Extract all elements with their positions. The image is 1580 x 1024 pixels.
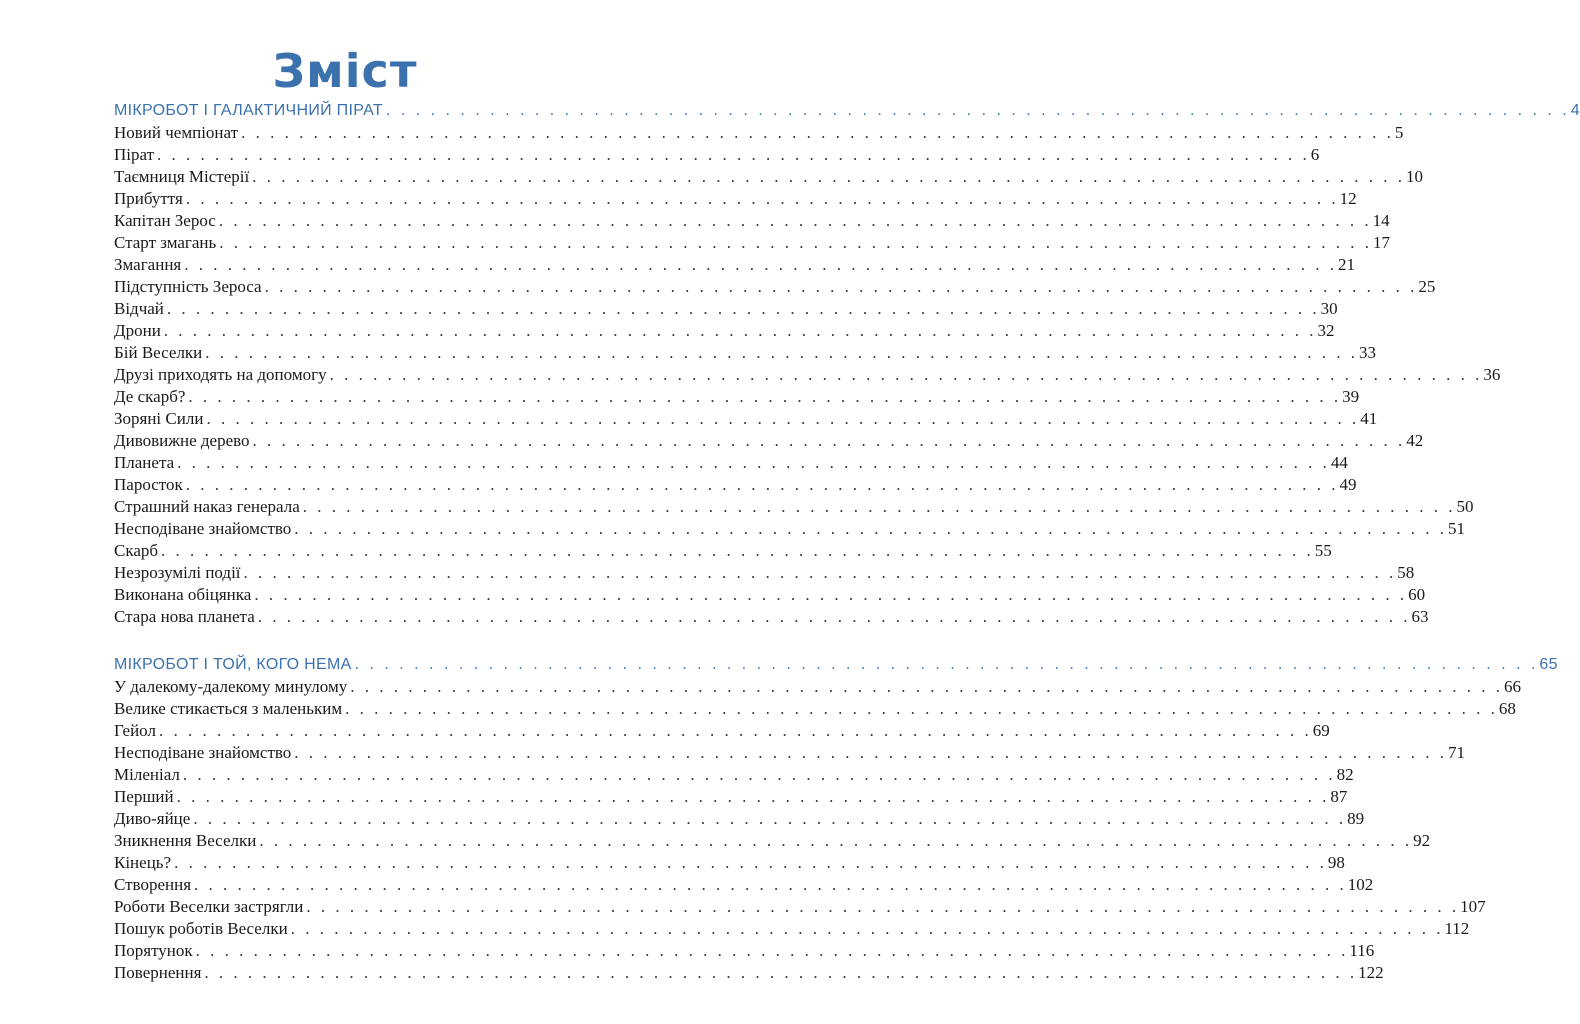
dot-leader: . . . . . . . . . . . . . . . . . . . . . . . . . . . . . . . . . . . . . . . . . . . . . . . . . . . . . . . . . . . . . . . . . . . . . . . . . . . . . . . . [206, 409, 1360, 428]
page-number: 65 [1539, 656, 1558, 673]
dot-leader: . . . . . . . . . . . . . . . . . . . . . . . . . . . . . . . . . . . . . . . . . . . . . . . . . . . . . . . . . . . . . . . . . . . . . . . . . . . . . . . . [345, 699, 1498, 718]
page-number: 42 [1406, 431, 1424, 450]
toc-entry [114, 276, 1436, 298]
dot-leader: . . . . . . . . . . . . . . . . . . . . . . . . . . . . . . . . . . . . . . . . . . . . . . . . . . . . . . . . . . . . . . . . . . . . . . . . . . . . . . . . [354, 656, 1539, 673]
page-number: 71 [1448, 743, 1466, 762]
dot-leader: . . . . . . . . . . . . . . . . . . . . . . . . . . . . . . . . . . . . . . . . . . . . . . . . . . . . . . . . . . . . . . . . . . . . . . . . . . . . . . . . [243, 563, 1397, 582]
section-title: МІКРОБОТ І ТОЙ, КОГО НЕМА [114, 656, 352, 673]
entry-title: Незрозумілі події [114, 563, 241, 582]
toc-entry [114, 606, 1429, 628]
page-number: 25 [1418, 277, 1436, 296]
toc-entry [114, 808, 1365, 830]
toc-entry [114, 742, 1466, 764]
entry-title: Несподіване знайомство [114, 519, 292, 538]
dot-leader: . . . . . . . . . . . . . . . . . . . . . . . . . . . . . . . . . . . . . . . . . . . . . . . . . . . . . . . . . . . . . . . . . . . . . . . . . . . . . . . . [290, 919, 1444, 938]
page-number: 60 [1408, 585, 1426, 604]
page-number: 116 [1349, 941, 1375, 960]
entry-title: Прибуття [114, 189, 183, 208]
entry-title: Змагання [114, 255, 182, 274]
entry-title: У далекому-далекому минулому [114, 677, 348, 696]
entry-title: Порятунок [114, 941, 193, 960]
toc-entry [114, 918, 1470, 940]
table-of-contents [114, 100, 1580, 984]
dot-leader: . . . . . . . . . . . . . . . . . . . . . . . . . . . . . . . . . . . . . . . . . . . . . . . . . . . . . . . . . . . . . . . . . . . . . . . . . . . . . . . . [306, 897, 1460, 916]
entry-title: Повернення [114, 963, 202, 982]
dot-leader: . . . . . . . . . . . . . . . . . . . . . . . . . . . . . . . . . . . . . . . . . . . . . . . . . . . . . . . . . . . . . . . . . . . . . . . . . . . . . . . . [257, 607, 1411, 626]
entry-title: Скарб [114, 541, 159, 560]
entry-title: Зникнення Веселки [114, 831, 257, 850]
toc-entry [114, 452, 1348, 474]
toc-entry [114, 852, 1345, 874]
dot-leader: . . . . . . . . . . . . . . . . . . . . . . . . . . . . . . . . . . . . . . . . . . . . . . . . . . . . . . . . . . . . . . . . . . . . . . . . . . . . . . . . [252, 431, 1406, 450]
entry-title: Де скарб? [114, 387, 186, 406]
toc-entry [114, 676, 1521, 698]
toc-entry [114, 584, 1426, 606]
dot-leader: . . . . . . . . . . . . . . . . . . . . . . . . . . . . . . . . . . . . . . . . . . . . . . . . . . . . . . . . . . . . . . . . . . . . . . . . . . . . . . . . [294, 519, 1448, 538]
toc-entry [114, 874, 1374, 896]
dot-leader: . . . . . . . . . . . . . . . . . . . . . . . . . . . . . . . . . . . . . . . . . . . . . . . . . . . . . . . . . . . . . . . . . . . . . . . . . . . . . . . . [184, 255, 1337, 274]
entry-title: Пошук роботів Веселки [114, 919, 288, 938]
dot-leader: . . . . . . . . . . . . . . . . . . . . . . . . . . . . . . . . . . . . . . . . . . . . . . . . . . . . . . . . . . . . . . . . . . . . . . . . . . . . . . . . [252, 167, 1405, 186]
dot-leader: . . . . . . . . . . . . . . . . . . . . . . . . . . . . . . . . . . . . . . . . . . . . . . . . . . . . . . . . . . . . . . . . . . . . . . . . . . . . . . . . [302, 497, 1456, 516]
toc-entry [114, 254, 1355, 276]
toc-entry [114, 188, 1357, 210]
dot-leader: . . . . . . . . . . . . . . . . . . . . . . . . . . . . . . . . . . . . . . . . . . . . . . . . . . . . . . . . . . . . . . . . . . . . . . . . . . . . . . . . [259, 831, 1413, 850]
dot-leader: . . . . . . . . . . . . . . . . . . . . . . . . . . . . . . . . . . . . . . . . . . . . . . . . . . . . . . . . . . . . . . . . . . . . . . . . . . . . . . . . [254, 585, 1408, 604]
page-number: 58 [1397, 563, 1415, 582]
entry-title: Дрони [114, 321, 161, 340]
section-title: МІКРОБОТ І ГАЛАКТИЧНИЙ ПІРАТ [114, 102, 383, 119]
entry-title: Дивовижне дерево [114, 431, 250, 450]
page-number: 21 [1338, 255, 1355, 274]
toc-entry [114, 830, 1431, 852]
page-number: 102 [1347, 875, 1374, 894]
page-number: 87 [1330, 787, 1348, 806]
page-number: 63 [1411, 607, 1429, 626]
entry-title: Роботи Веселки застрягли [114, 897, 304, 916]
page-number: 55 [1314, 541, 1332, 560]
entry-title: Підступність Зероса [114, 277, 262, 296]
dot-leader: . . . . . . . . . . . . . . . . . . . . . . . . . . . . . . . . . . . . . . . . . . . . . . . . . . . . . . . . . . . . . . . . . . . . . . . . . . . . . . . . [161, 541, 1314, 560]
page-number: 30 [1320, 299, 1338, 318]
page-number: 32 [1317, 321, 1335, 340]
entry-title: Міленіал [114, 765, 180, 784]
page-number: 68 [1498, 699, 1516, 718]
entry-title: Гейол [114, 721, 156, 740]
dot-leader: . . . . . . . . . . . . . . . . . . . . . . . . . . . . . . . . . . . . . . . . . . . . . . . . . . . . . . . . . . . . . . . . . . . . . . . . . . . . . . . . [166, 299, 1320, 318]
page-number: 66 [1503, 677, 1521, 696]
dot-leader: . . . . . . . . . . . . . . . . . . . . . . . . . . . . . . . . . . . . . . . . . . . . . . . . . . . . . . . . . . . . . . . . . . . . . . . . . . . . . . . . [264, 277, 1418, 296]
dot-leader: . . . . . . . . . . . . . . . . . . . . . . . . . . . . . . . . . . . . . . . . . . . . . . . . . . . . . . . . . . . . . . . . . . . . . . . . . . . . . . . . [185, 475, 1339, 494]
dot-leader: . . . . . . . . . . . . . . . . . . . . . . . . . . . . . . . . . . . . . . . . . . . . . . . . . . . . . . . . . . . . . . . . . . . . . . . . . . . . . . . . [177, 453, 1330, 472]
toc-entry [114, 342, 1377, 364]
dot-leader: . . . . . . . . . . . . . . . . . . . . . . . . . . . . . . . . . . . . . . . . . . . . . . . . . . . . . . . . . . . . . . . . . . . . . . . . . . . . . . . . [174, 853, 1327, 872]
dot-leader: . . . . . . . . . . . . . . . . . . . . . . . . . . . . . . . . . . . . . . . . . . . . . . . . . . . . . . . . . . . . . . . . . . . . . . . . . . . . . . . . [188, 387, 1342, 406]
dot-leader: . . . . . . . . . . . . . . . . . . . . . . . . . . . . . . . . . . . . . . . . . . . . . . . . . . . . . . . . . . . . . . . . . . . . . . . . . . . . . . . . [218, 211, 1372, 230]
dot-leader: . . . . . . . . . . . . . . . . . . . . . . . . . . . . . . . . . . . . . . . . . . . . . . . . . . . . . . . . . . . . . . . . . . . . . . . . . . . . . . . . [157, 145, 1310, 164]
toc-entry [114, 698, 1516, 720]
page-number: 82 [1336, 765, 1354, 784]
entry-title: Паросток [114, 475, 183, 494]
page-number: 33 [1359, 343, 1377, 362]
dot-leader: . . . . . . . . . . . . . . . . . . . . . . . . . . . . . . . . . . . . . . . . . . . . . . . . . . . . . . . . . . . . . . . . . . . . . . . . . . . . . . . . [194, 875, 1347, 894]
entry-title: Несподіване знайомство [114, 743, 292, 762]
dot-leader: . . . . . . . . . . . . . . . . . . . . . . . . . . . . . . . . . . . . . . . . . . . . . . . . . . . . . . . . . . . . . . . . . . . . . . . . . . . . . . . . [204, 963, 1358, 982]
page-number: 17 [1373, 233, 1391, 252]
page-number: 98 [1327, 853, 1345, 872]
dot-leader: . . . . . . . . . . . . . . . . . . . . . . . . . . . . . . . . . . . . . . . . . . . . . . . . . . . . . . . . . . . . . . . . . . . . . . . . . . . . . . . . [350, 677, 1503, 696]
toc-entry [114, 408, 1378, 430]
page-number: 10 [1405, 167, 1423, 186]
page-number: 50 [1456, 497, 1474, 516]
entry-title: Бій Веселки [114, 343, 203, 362]
page-number: 69 [1312, 721, 1330, 740]
page-title: Зміст [272, 44, 418, 98]
dot-leader: . . . . . . . . . . . . . . . . . . . . . . . . . . . . . . . . . . . . . . . . . . . . . . . . . . . . . . . . . . . . . . . . . . . . . . . . . . . . . . . . [163, 321, 1317, 340]
entry-title: Кінець? [114, 853, 172, 872]
entry-title: Капітан Зерос [114, 211, 216, 230]
toc-entry [114, 896, 1486, 918]
section-heading [114, 100, 1580, 122]
page-number: 89 [1347, 809, 1365, 828]
toc-entry [114, 474, 1357, 496]
page-number: 5 [1394, 123, 1404, 142]
toc-entry [114, 430, 1424, 452]
dot-leader: . . . . . . . . . . . . . . . . . . . . . . . . . . . . . . . . . . . . . . . . . . . . . . . . . . . . . . . . . . . . . . . . . . . . . . . . . . . . . . . . [385, 102, 1570, 119]
entry-title: Старт змагань [114, 233, 217, 252]
page-number: 4 [1570, 102, 1580, 119]
entry-title: Друзі приходять на допомогу [114, 365, 327, 384]
entry-title: Диво-яйце [114, 809, 191, 828]
toc-entry [114, 386, 1360, 408]
entry-title: Пірат [114, 145, 155, 164]
section-heading [114, 654, 1558, 676]
entry-title: Таємниця Містерії [114, 167, 250, 186]
entry-title: Планета [114, 453, 175, 472]
page-number: 36 [1483, 365, 1501, 384]
toc-entry [114, 962, 1384, 984]
page-number: 49 [1339, 475, 1357, 494]
dot-leader: . . . . . . . . . . . . . . . . . . . . . . . . . . . . . . . . . . . . . . . . . . . . . . . . . . . . . . . . . . . . . . . . . . . . . . . . . . . . . . . . [205, 343, 1359, 362]
entry-title: Відчай [114, 299, 164, 318]
page-number: 6 [1310, 145, 1320, 164]
toc-entry [114, 720, 1330, 742]
dot-leader: . . . . . . . . . . . . . . . . . . . . . . . . . . . . . . . . . . . . . . . . . . . . . . . . . . . . . . . . . . . . . . . . . . . . . . . . . . . . . . . . [182, 765, 1336, 784]
entry-title: Страшний наказ генерала [114, 497, 300, 516]
entry-title: Новий чемпіонат [114, 123, 239, 142]
page-number: 107 [1460, 897, 1486, 916]
toc-entry [114, 210, 1390, 232]
toc-entry [114, 764, 1354, 786]
page-number: 122 [1358, 963, 1384, 982]
dot-leader: . . . . . . . . . . . . . . . . . . . . . . . . . . . . . . . . . . . . . . . . . . . . . . . . . . . . . . . . . . . . . . . . . . . . . . . . . . . . . . . . [241, 123, 1394, 142]
dot-leader: . . . . . . . . . . . . . . . . . . . . . . . . . . . . . . . . . . . . . . . . . . . . . . . . . . . . . . . . . . . . . . . . . . . . . . . . . . . . . . . . [195, 941, 1349, 960]
page-number: 44 [1330, 453, 1348, 472]
entry-title: Велике стикається з маленьким [114, 699, 343, 718]
toc-entry [114, 298, 1338, 320]
toc-entry [114, 496, 1474, 518]
dot-leader: . . . . . . . . . . . . . . . . . . . . . . . . . . . . . . . . . . . . . . . . . . . . . . . . . . . . . . . . . . . . . . . . . . . . . . . . . . . . . . . . [185, 189, 1339, 208]
toc-entry [114, 786, 1348, 808]
toc-entry [114, 940, 1375, 962]
dot-leader: . . . . . . . . . . . . . . . . . . . . . . . . . . . . . . . . . . . . . . . . . . . . . . . . . . . . . . . . . . . . . . . . . . . . . . . . . . . . . . . . [219, 233, 1373, 252]
entry-title: Стара нова планета [114, 607, 255, 626]
dot-leader: . . . . . . . . . . . . . . . . . . . . . . . . . . . . . . . . . . . . . . . . . . . . . . . . . . . . . . . . . . . . . . . . . . . . . . . . . . . . . . . . [176, 787, 1330, 806]
toc-entry [114, 144, 1320, 166]
page-number: 12 [1339, 189, 1357, 208]
page-number: 41 [1360, 409, 1378, 428]
toc-entry [114, 320, 1335, 342]
page-number: 39 [1342, 387, 1360, 406]
page-number: 112 [1444, 919, 1470, 938]
toc-entry [114, 122, 1404, 144]
dot-leader: . . . . . . . . . . . . . . . . . . . . . . . . . . . . . . . . . . . . . . . . . . . . . . . . . . . . . . . . . . . . . . . . . . . . . . . . . . . . . . . . [193, 809, 1347, 828]
dot-leader: . . . . . . . . . . . . . . . . . . . . . . . . . . . . . . . . . . . . . . . . . . . . . . . . . . . . . . . . . . . . . . . . . . . . . . . . . . . . . . . . [329, 365, 1483, 384]
toc-entry [114, 232, 1391, 254]
page-number: 14 [1372, 211, 1390, 230]
toc-entry [114, 166, 1423, 188]
entry-title: Перший [114, 787, 174, 806]
page-number: 92 [1413, 831, 1431, 850]
entry-title: Створення [114, 875, 192, 894]
entry-title: Виконана обіцянка [114, 585, 252, 604]
entry-title: Зоряні Сили [114, 409, 204, 428]
toc-entry [114, 518, 1466, 540]
toc-entry [114, 562, 1415, 584]
dot-leader: . . . . . . . . . . . . . . . . . . . . . . . . . . . . . . . . . . . . . . . . . . . . . . . . . . . . . . . . . . . . . . . . . . . . . . . . . . . . . . . . [294, 743, 1448, 762]
page-number: 51 [1448, 519, 1466, 538]
dot-leader: . . . . . . . . . . . . . . . . . . . . . . . . . . . . . . . . . . . . . . . . . . . . . . . . . . . . . . . . . . . . . . . . . . . . . . . . . . . . . . . . [158, 721, 1312, 740]
toc-entry [114, 364, 1501, 386]
toc-entry [114, 540, 1332, 562]
